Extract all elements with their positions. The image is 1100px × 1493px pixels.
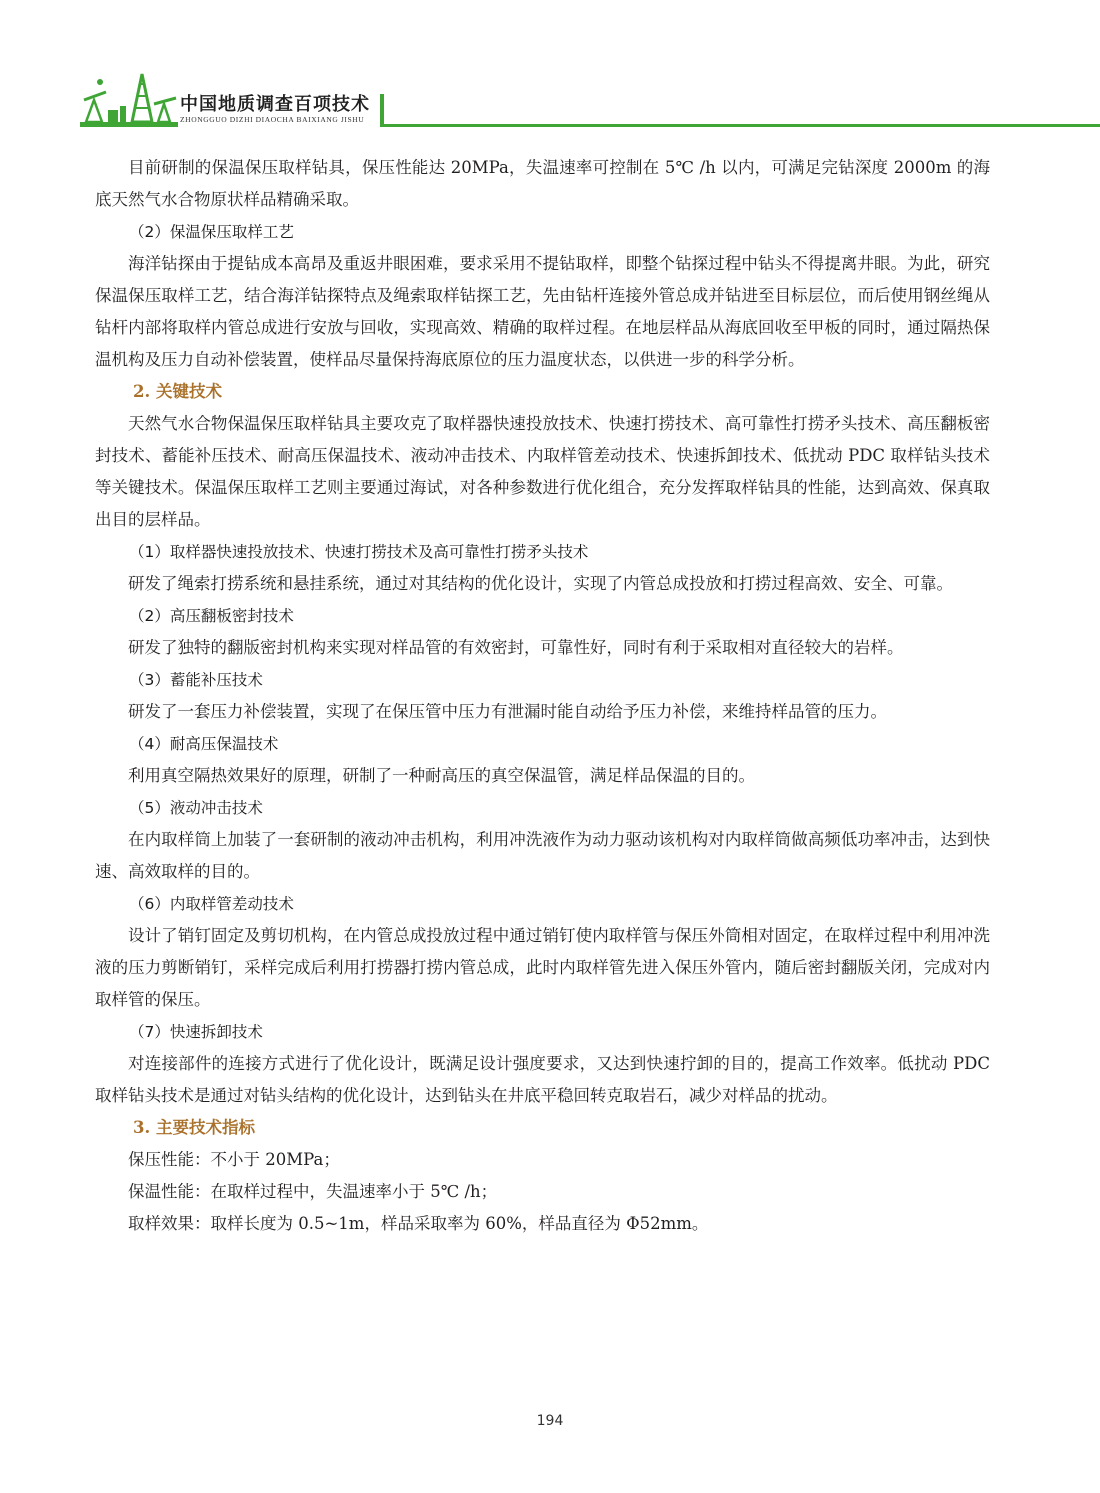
paragraph: 天然气水合物保温保压取样钻具主要攻克了取样器快速投放技术、快速打捞技术、高可靠性打捞矛头技术、高压翻板密封技术、蓄能补压技术、耐高压保温技术、液动冲击技术、内取样管差动技术、快速拆卸技术、低扰动 PDC 取样钻头技术等关键技术。保温保压取样工艺则主要通过海试，对各种参数进行优化组合，充分发挥取样钻具的性能，达到高效、保真取出目的层样品。 xyxy=(95,414,990,529)
paragraph: 研发了独特的翻版密封机构来实现对样品管的有效密封，可靠性好，同时有利于采取相对直径较大的岩样。 xyxy=(128,638,904,657)
paragraph: 研发了一套压力补偿装置，实现了在保压管中压力有泄漏时能自动给予压力补偿，来维持样品管的压力。 xyxy=(128,702,887,721)
section-heading: 3. 主要技术指标 xyxy=(133,1118,255,1137)
oil-pump-logo-icon xyxy=(80,70,178,128)
paragraph: 研发了绳索打捞系统和悬挂系统，通过对其结构的优化设计，实现了内管总成投放和打捞过程高效、安全、可靠。 xyxy=(128,574,953,593)
page-header xyxy=(80,70,1100,130)
paragraph: 对连接部件的连接方式进行了优化设计，既满足设计强度要求，又达到快速拧卸的目的，提高工作效率。低扰动 PDC 取样钻头技术是通过对钻头结构的优化设计，达到钻头在井底平稳回转克取岩石，减少对样品的扰动。 xyxy=(95,1054,990,1105)
paragraph: 海洋钻探由于提钻成本高昂及重返井眼困难，要求采用不提钻取样，即整个钻探过程中钻头不得提离井眼。为此，研究保温保压取样工艺，结合海洋钻探特点及绳索取样钻探工艺，先由钻杆连接外管总成并钻进至目标层位，而后使用钢丝绳从钻杆内部将取样内管总成进行安放与回收，实现高效、精确的取样过程。在地层样品从海底回收至甲板的同时，通过隔热保温机构及压力自动补偿装置，使样品尽量保持海底原位的压力温度状态，以供进一步的科学分析。 xyxy=(95,254,990,369)
page-body xyxy=(95,152,990,1240)
subsection-heading: （1）取样器快速投放技术、快速打捞技术及高可靠性打捞矛头技术 xyxy=(129,543,589,561)
paragraph: 目前研制的保温保压取样钻具，保压性能达 20MPa，失温速率可控制在 5℃ /h 以内，可满足完钻深度 2000m 的海底天然气水合物原状样品精确采取。 xyxy=(95,158,990,209)
subsection-heading: （2）高压翻板密封技术 xyxy=(129,607,294,625)
page-number: 194 xyxy=(536,1413,564,1429)
subsection-heading: （2）保温保压取样工艺 xyxy=(129,223,294,241)
paragraph: 利用真空隔热效果好的原理，研制了一种耐高压的真空保温管，满足样品保温的目的。 xyxy=(128,766,755,785)
series-title-pinyin: ZHONGGUO DIZHI DIAOCHA BAIXIANG JISHU xyxy=(180,115,365,124)
paragraph: 取样效果：取样长度为 0.5~1m，样品采取率为 60%，样品直径为 Φ52mm。 xyxy=(128,1214,709,1233)
series-title: 中国地质调查百项技术 xyxy=(180,94,370,115)
subsection-heading: （6）内取样管差动技术 xyxy=(129,895,294,913)
subsection-heading: （5）液动冲击技术 xyxy=(129,799,263,817)
section-heading: 2. 关键技术 xyxy=(133,382,222,401)
paragraph: 在内取样筒上加装了一套研制的液动冲击机构，利用冲洗液作为动力驱动该机构对内取样筒做高频低功率冲击，达到快速、高效取样的目的。 xyxy=(95,830,990,881)
paragraph: 设计了销钉固定及剪切机构，在内管总成投放过程中通过销钉使内取样管与保压外筒相对固定，在取样过程中利用冲洗液的压力剪断销钉，采样完成后利用打捞器打捞内管总成，此时内取样管先进入保压外管内，随后密封翻版关闭，完成对内取样管的保压。 xyxy=(95,926,990,1009)
subsection-heading: （4）耐高压保温技术 xyxy=(129,735,279,753)
subsection-heading: （3）蓄能补压技术 xyxy=(129,671,263,689)
paragraph: 保温性能：在取样过程中，失温速率小于 5℃ /h； xyxy=(128,1182,498,1201)
header-horizontal-rule xyxy=(380,124,1100,127)
header-vertical-rule xyxy=(380,94,384,126)
paragraph: 保压性能：不小于 20MPa； xyxy=(128,1150,340,1169)
subsection-heading: （7）快速拆卸技术 xyxy=(129,1023,263,1041)
